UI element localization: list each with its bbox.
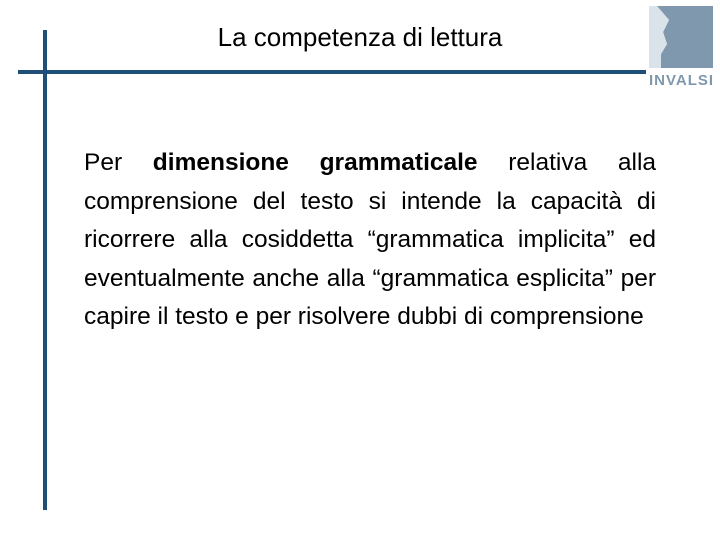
logo-mark-icon (649, 6, 713, 68)
body-rest: relativa alla comprensione del testo si intende la capacità di ricorrere alla cosiddetta “grammatica implicita” ed eventualmente anche alla “grammatica esplicita” per capire il testo e per risolvere dubbi di comprensione (84, 149, 657, 330)
horizontal-accent-bar (18, 70, 646, 74)
slide-title: La competenza di lettura (217, 22, 503, 52)
vertical-accent-bar (43, 30, 47, 510)
invalsi-logo (649, 6, 713, 92)
logo-text: INVALSI (649, 72, 715, 89)
body-paragraph (84, 144, 656, 337)
body-bold-term: dimensione grammaticale (152, 149, 478, 176)
body-prefix: Per (84, 149, 153, 176)
